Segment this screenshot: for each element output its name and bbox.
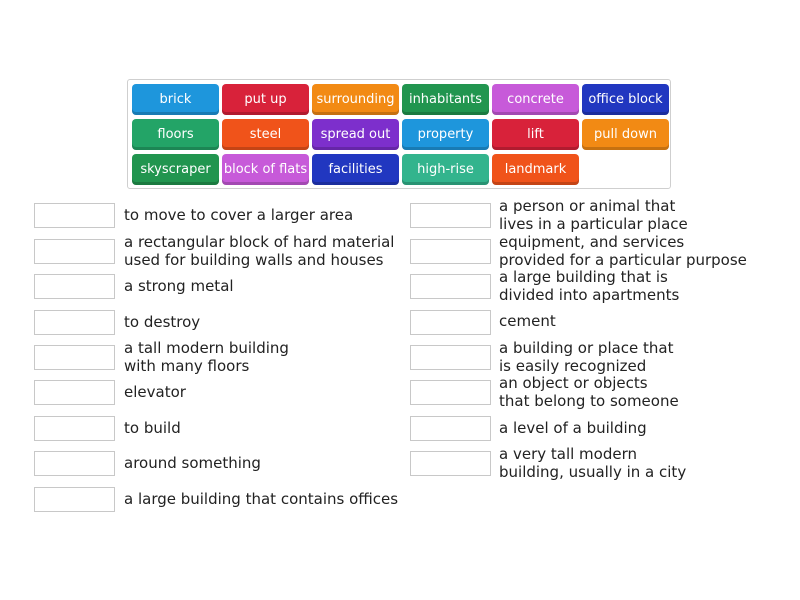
answer-drop-box[interactable] xyxy=(410,274,491,299)
answer-drop-box[interactable] xyxy=(34,310,115,335)
answer-drop-box[interactable] xyxy=(34,239,115,264)
answer-drop-box[interactable] xyxy=(410,239,491,264)
definition-text: to destroy xyxy=(124,313,201,331)
tile-facilities[interactable]: facilities xyxy=(312,154,399,185)
tile-bank xyxy=(127,79,671,189)
answer-drop-box[interactable] xyxy=(34,451,115,476)
answer-drop-box[interactable] xyxy=(410,203,491,228)
tile-surrounding[interactable]: surrounding xyxy=(312,84,399,115)
definition-text: a large building that contains offices xyxy=(124,490,399,508)
definition-text: cement xyxy=(499,312,556,330)
definition-text: a building or place that is easily recognized xyxy=(499,339,674,375)
answer-drop-box[interactable] xyxy=(34,345,115,370)
definition-text: a very tall modern building, usually in a city xyxy=(499,445,687,481)
answer-drop-box[interactable] xyxy=(410,345,491,370)
definition-text: a level of a building xyxy=(499,419,647,437)
answer-drop-box[interactable] xyxy=(34,380,115,405)
answer-drop-box[interactable] xyxy=(410,451,491,476)
tile-landmark[interactable]: landmark xyxy=(492,154,579,185)
definition-text: elevator xyxy=(124,383,186,401)
tile-skyscraper[interactable]: skyscraper xyxy=(132,154,219,185)
definition-text: an object or objects that belong to someone xyxy=(499,374,679,410)
tile-concrete[interactable]: concrete xyxy=(492,84,579,115)
tile-floors[interactable]: floors xyxy=(132,119,219,150)
definition-text: a person or animal that lives in a particular place xyxy=(499,197,688,233)
definition-text: a strong metal xyxy=(124,277,234,295)
tile-property[interactable]: property xyxy=(402,119,489,150)
tile-block-of-flats[interactable]: block of flats xyxy=(222,154,309,185)
answer-drop-box[interactable] xyxy=(410,416,491,441)
answer-drop-box[interactable] xyxy=(410,310,491,335)
tile-lift[interactable]: lift xyxy=(492,119,579,150)
definition-text: around something xyxy=(124,454,261,472)
definition-text: a rectangular block of hard material used for building walls and houses xyxy=(124,233,395,269)
answer-drop-box[interactable] xyxy=(34,416,115,441)
answer-drop-box[interactable] xyxy=(34,203,115,228)
tile-steel[interactable]: steel xyxy=(222,119,309,150)
answer-drop-box[interactable] xyxy=(34,274,115,299)
tile-spread-out[interactable]: spread out xyxy=(312,119,399,150)
answer-drop-box[interactable] xyxy=(34,487,115,512)
definition-text: a large building that is divided into apartments xyxy=(499,268,680,304)
definition-text: a tall modern building with many floors xyxy=(124,339,289,375)
tile-put-up[interactable]: put up xyxy=(222,84,309,115)
tile-inhabitants[interactable]: inhabitants xyxy=(402,84,489,115)
answer-drop-box[interactable] xyxy=(410,380,491,405)
definition-text: equipment, and services provided for a particular purpose xyxy=(499,233,747,269)
tile-pull-down[interactable]: pull down xyxy=(582,119,669,150)
tile-high-rise[interactable]: high-rise xyxy=(402,154,489,185)
definition-text: to build xyxy=(124,419,181,437)
definition-text: to move to cover a larger area xyxy=(124,206,354,224)
tile-office-block[interactable]: office block xyxy=(582,84,669,115)
tile-brick[interactable]: brick xyxy=(132,84,219,115)
